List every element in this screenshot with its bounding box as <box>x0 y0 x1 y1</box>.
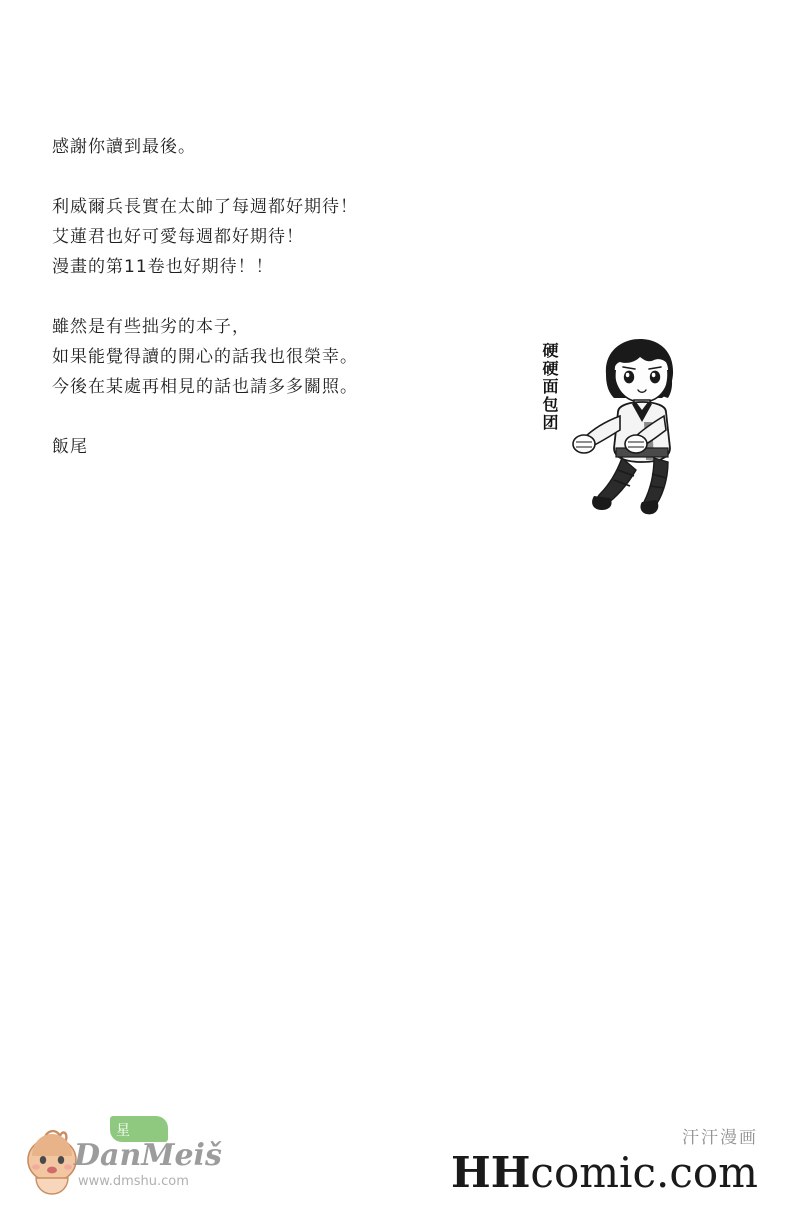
danmeishu-watermark <box>22 1112 237 1198</box>
danmeishu-badge-text: 星 <box>116 1123 130 1139</box>
afterword-line-5: 雖然是有些拙劣的本子， <box>52 317 250 337</box>
afterword-line-6: 如果能覺得讀的開心的話我也很榮幸。 <box>52 347 358 367</box>
afterword-line-1: 感謝你讀到最後。 <box>52 137 196 157</box>
hhcomic-brand-rest: comic.com <box>530 1148 758 1197</box>
chibi-character-icon <box>558 330 708 545</box>
afterword-text-block <box>52 132 512 462</box>
illustration-caption: 硬硬面包团 <box>540 342 559 432</box>
afterword-line-2: 利威爾兵長實在太帥了每週都好期待！ <box>52 197 358 217</box>
danmeishu-logo-text: DanMeiš <box>74 1138 222 1173</box>
paragraph-gap-3 <box>52 402 512 432</box>
paragraph-gap <box>52 162 512 192</box>
author-signature: 飯尾 <box>52 437 88 457</box>
hhcomic-watermark <box>451 1123 758 1196</box>
afterword-line-4: 漫畫的第11卷也好期待！！ <box>52 257 274 277</box>
paragraph-gap-2 <box>52 282 512 312</box>
hhcomic-brand-bold: HH <box>451 1148 531 1197</box>
afterword-line-3: 艾蓮君也好可愛每週都好期待！ <box>52 227 304 247</box>
danmeishu-url: www.dmshu.com <box>78 1174 189 1189</box>
character-illustration <box>530 330 710 545</box>
afterword-line-7: 今後在某處再相見的話也請多多關照。 <box>52 377 358 397</box>
hhcomic-brand <box>451 1150 758 1196</box>
hhcomic-chinese-label: 汗汗漫画 <box>682 1128 758 1148</box>
